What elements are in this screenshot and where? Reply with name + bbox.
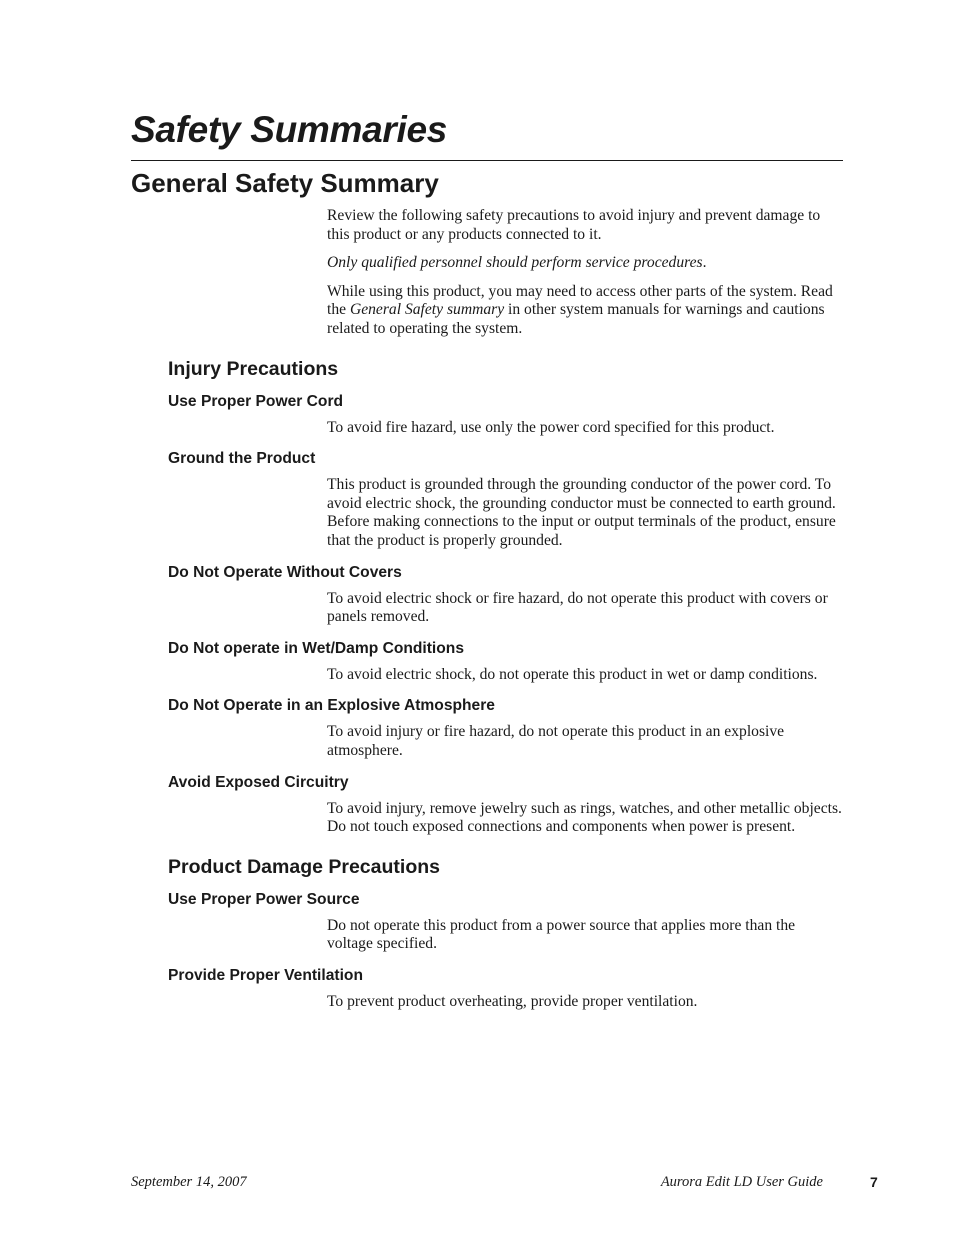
item-heading: Ground the Product — [168, 450, 316, 468]
intro-paragraph-3-start: While using this product, you may need to access other parts of the system. Read the — [327, 282, 833, 319]
item-body: This product is grounded through the grounding conductor of the power cord. To avoid electric shock, the grounding conductor must be connected to earth ground. Before making connections to the input or output terminals of the product, ensure that the product is properly grounded. — [327, 476, 836, 549]
intro-paragraph-2-end: . — [702, 254, 707, 272]
item-heading: Do Not Operate Without Covers — [168, 563, 402, 581]
chapter-title: Safety Summaries — [131, 109, 448, 150]
section-title: General Safety Summary — [131, 168, 439, 198]
intro-paragraph-3 — [327, 283, 843, 339]
item-heading: Avoid Exposed Circuitry — [168, 773, 349, 791]
item-heading: Do Not Operate in an Explosive Atmosphere — [168, 697, 495, 715]
item-body: Do not operate this product from a power source that applies more than the voltage specified. — [327, 916, 796, 953]
footer-guide-title: Aurora Edit LD User Guide — [660, 1174, 823, 1190]
item-heading: Use Proper Power Cord — [168, 392, 344, 410]
item-body: To avoid electric shock, do not operate this product in wet or damp conditions. — [327, 665, 818, 683]
page-content — [0, 207, 954, 1011]
injury-precautions-heading: Injury Precautions — [168, 357, 339, 380]
item-body: To avoid injury, remove jewelry such as rings, watches, and other metallic objects. Do not touch exposed connections and components when power is present. — [327, 799, 842, 836]
page-number: 7 — [870, 1174, 878, 1190]
item-heading: Provide Proper Ventilation — [168, 966, 363, 984]
footer-date: September 14, 2007 — [131, 1174, 247, 1190]
product-damage-precautions-heading: Product Damage Precautions — [168, 855, 440, 878]
item-body: To avoid injury or fire hazard, do not operate this product in an explosive atmosphere. — [327, 723, 785, 759]
item-body: To avoid electric shock or fire hazard, do not operate this product with covers or panels removed. — [327, 589, 828, 626]
item-body: To prevent product overheating, provide proper ventilation. — [327, 992, 698, 1010]
title-rule — [131, 160, 843, 161]
intro-paragraph-2 — [327, 254, 843, 273]
intro-paragraph-2-italic: Only qualified personnel should perform service procedures — [327, 254, 703, 272]
item-heading: Use Proper Power Source — [168, 890, 360, 908]
item-heading: Do Not operate in Wet/Damp Conditions — [168, 639, 464, 657]
intro-paragraph-3-reference: General Safety summary — [349, 301, 505, 319]
intro-paragraph-3-end: in other system manuals for warnings and cautions related to operating the system. — [327, 301, 825, 337]
intro-paragraph-1: Review the following safety precautions to avoid injury and prevent damage to this product or any products connected to it. — [327, 207, 821, 243]
item-body: To avoid fire hazard, use only the power cord specified for this product. — [327, 418, 775, 436]
